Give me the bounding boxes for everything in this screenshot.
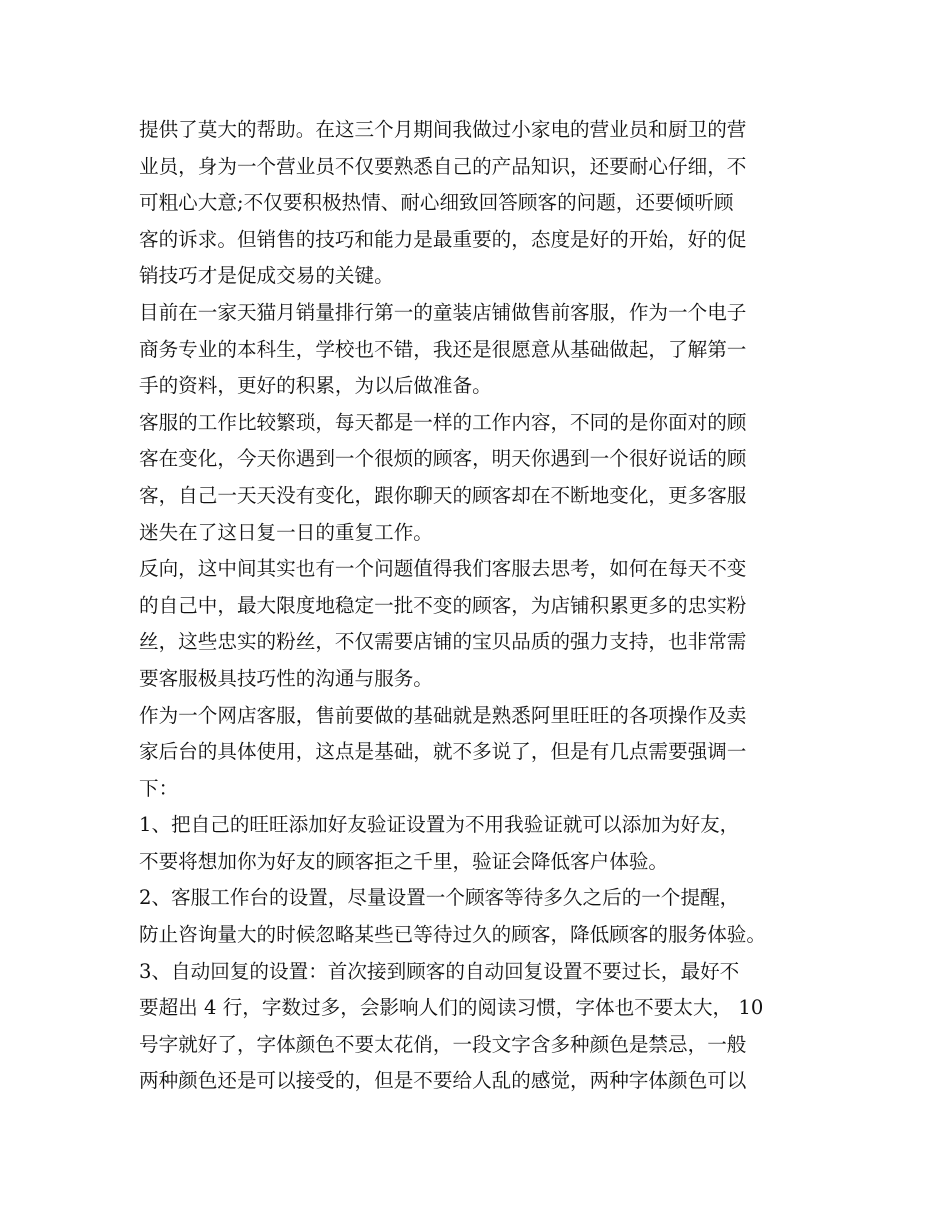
- text-line: 家后台的具体使用，这点是基础，就不多说了，但是有几点需要强调一: [139, 740, 747, 764]
- text-line: 号字就好了，字体颜色不要太花俏，一段文字含多种颜色是禁忌，一般: [139, 1032, 747, 1056]
- text-line: 客在变化，今天你遇到一个很烦的顾客，明天你遇到一个很好说话的顾: [139, 447, 747, 471]
- text-line: 的自己中，最大限度地稳定一批不变的顾客，为店铺积累更多的忠实粉: [139, 593, 747, 617]
- text-line: 要超出 4 行，字数过多，会影响人们的阅读习惯，字体也不要太大， 10: [139, 996, 764, 1020]
- text-line: 手的资料，更好的积累，为以后做准备。: [139, 374, 492, 398]
- list-item-2: [139, 880, 819, 953]
- text-line: 客的诉求。但销售的技巧和能力是最重要的，态度是好的开始，好的促: [139, 227, 747, 251]
- text-line: 防止咨询量大的时候忽略某些已等待过久的顾客，降低顾客的服务体验。: [139, 923, 766, 947]
- text-line: 业员，身为一个营业员不仅要熟悉自己的产品知识，还要耐心仔细，不: [139, 154, 747, 178]
- paragraph-current-job: [139, 295, 819, 405]
- text-line: 客服的工作比较繁琐，每天都是一样的工作内容，不同的是你面对的顾: [139, 410, 747, 434]
- text-line: 2、客服工作台的设置，尽量设置一个顾客等待多久之后的一个提醒，: [139, 886, 740, 910]
- list-item-3: [139, 954, 819, 1100]
- text-line: 目前在一家天猫月销量排行第一的童装店铺做售前客服，作为一个电子: [139, 300, 747, 324]
- text-line: 可粗心大意;不仅要积极热情、耐心细致回答顾客的问题，还要倾听顾: [139, 191, 734, 215]
- text-line: 两种颜色还是可以接受的，但是不要给人乱的感觉，两种字体颜色可以: [139, 1069, 747, 1093]
- text-line: 1、把自己的旺旺添加好友验证设置为不用我验证就可以添加为好友，: [139, 813, 740, 837]
- text-line: 不要将想加你为好友的顾客拒之千里，验证会降低客户体验。: [139, 849, 669, 873]
- text-line: 提供了莫大的帮助。在这三个月期间我做过小家电的营业员和厨卫的营: [139, 118, 747, 141]
- paragraph-help: [139, 112, 819, 295]
- text-line: 迷失在了这日复一日的重复工作。: [139, 520, 433, 544]
- text-line: 销技巧才是促成交易的关键。: [139, 264, 394, 288]
- text-line: 下：: [139, 776, 179, 800]
- text-line: 反向，这中间其实也有一个问题值得我们客服去思考，如何在每天不变: [139, 557, 747, 581]
- text-line: 丝，这些忠实的粉丝，不仅需要店铺的宝贝品质的强力支持，也非常需: [139, 630, 747, 654]
- text-line: 作为一个网店客服，售前要做的基础就是熟悉阿里旺旺的各项操作及卖: [139, 703, 747, 727]
- paragraph-basics: [139, 698, 819, 808]
- text-line: 客，自己一天天没有变化，跟你聊天的顾客却在不断地变化，更多客服: [139, 483, 747, 507]
- text-line: 要客服极具技巧性的沟通与服务。: [139, 666, 433, 690]
- paragraph-work-routine: [139, 405, 819, 551]
- list-item-1: [139, 807, 819, 880]
- document-page: [139, 112, 819, 1100]
- paragraph-reflection: [139, 551, 819, 697]
- text-line: 3、自动回复的设置：首次接到顾客的自动回复设置不要过长，最好不: [139, 959, 740, 983]
- text-line: 商务专业的本科生，学校也不错，我还是很愿意从基础做起，了解第一: [139, 337, 747, 361]
